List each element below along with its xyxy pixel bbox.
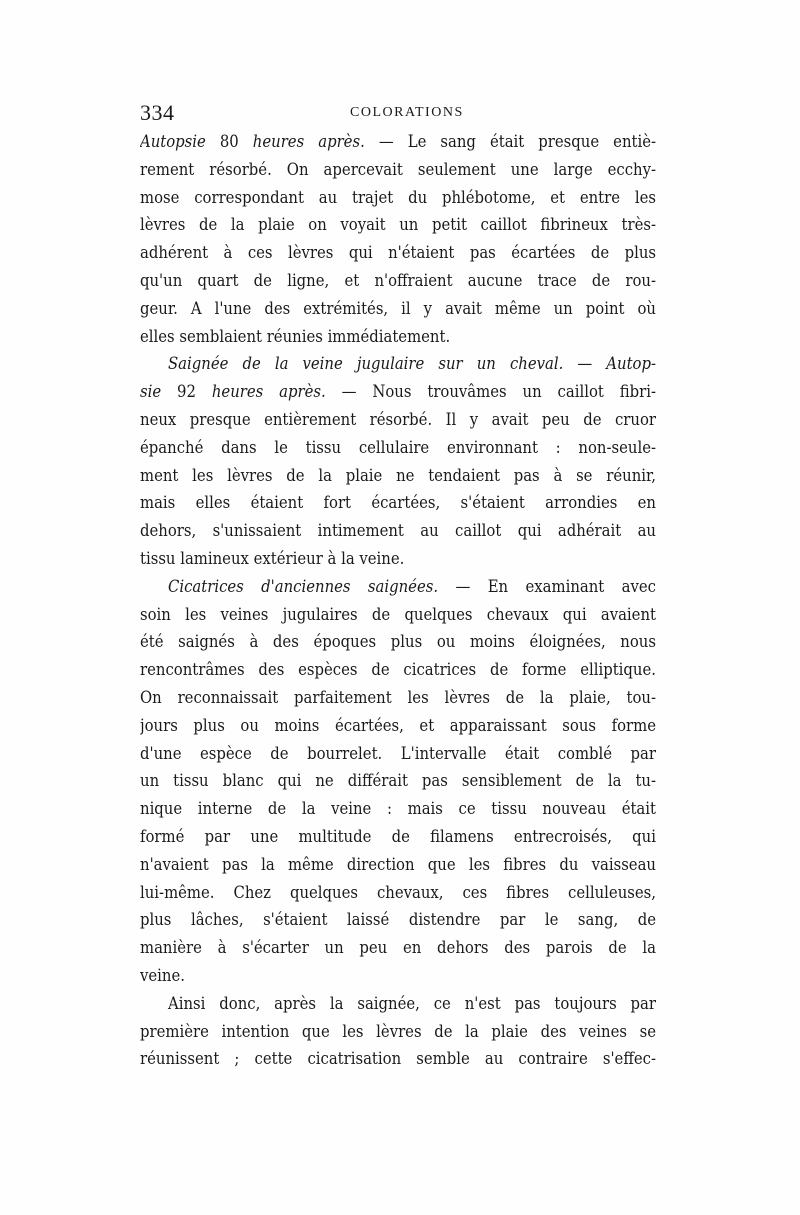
text-line: formé par une multitude de filamens entrecroisés, qui [140, 826, 656, 846]
running-head: COLORATIONS [350, 105, 464, 120]
text-line: dehors, s'unissaient intimement au caillot qui adhérait au [140, 521, 656, 541]
text-line: veine. [140, 965, 185, 985]
text-line: Ainsi donc, après la saignée, ce n'est pas toujours par [168, 993, 656, 1013]
text-line: On reconnaissait parfaitement les lèvres de la plaie, tou- [140, 687, 656, 707]
text-line: mais elles étaient fort écartées, s'étaient arrondies en [140, 493, 656, 513]
text-line: d'une espèce de bourrelet. L'intervalle était comblé par [140, 743, 656, 763]
text-line: sie 92 heures après. — Nous trouvâmes un caillot fibri- [140, 382, 656, 402]
text-line: réunissent ; cette cicatrisation semble au contraire s'effec- [140, 1049, 656, 1069]
text-line: Cicatrices d'anciennes saignées. — En examinant avec [168, 576, 656, 596]
text-line: lèvres de la plaie on voyait un petit caillot fibrineux très- [140, 215, 656, 235]
text-line: jours plus ou moins écartées, et apparaissant sous forme [140, 715, 656, 735]
text-line: épanché dans le tissu cellulaire environnant : non-seule- [140, 437, 656, 457]
text-line: nique interne de la veine : mais ce tissu nouveau était [140, 799, 656, 819]
text-line: été saignés à des époques plus ou moins éloignées, nous [140, 632, 656, 652]
text-line: lui-même. Chez quelques chevaux, ces fibres celluleuses, [140, 882, 656, 902]
page-header [140, 100, 665, 130]
text-line: ment les lèvres de la plaie ne tendaient pas à se réunir, [140, 465, 656, 485]
text-line: plus lâches, s'étaient laissé distendre par le sang, de [140, 910, 656, 930]
text-line: soin les veines jugulaires de quelques chevaux qui avaient [140, 604, 656, 624]
text-line: n'avaient pas la même direction que les fibres du vaisseau [140, 854, 656, 874]
text-line: Saignée de la veine jugulaire sur un cheval. — Autop- [168, 354, 656, 374]
page-number: 334 [140, 100, 175, 125]
text-line: neux presque entièrement résorbé. Il y avait peu de cruor [140, 409, 656, 429]
text-line: rencontrâmes des espèces de cicatrices de forme elliptique. [140, 660, 656, 680]
text-line: mose correspondant au trajet du phlébotome, et entre les [140, 187, 656, 207]
text-line: qu'un quart de ligne, et n'offraient aucune trace de rou- [140, 270, 656, 290]
text-line: elles semblaient réunies immédiatement. [140, 326, 451, 346]
text-line: un tissu blanc qui ne différait pas sensiblement de la tu- [140, 771, 656, 791]
text-line: adhérent à ces lèvres qui n'étaient pas écartées de plus [140, 243, 656, 263]
body-text [140, 128, 656, 1073]
text-line: première intention que les lèvres de la plaie des veines se [140, 1021, 656, 1041]
text-line: manière à s'écarter un peu en dehors des parois de la [140, 938, 656, 958]
text-line: rement résorbé. On apercevait seulement une large ecchy- [140, 159, 656, 179]
text-line: geur. A l'une des extrémités, il y avait même un point où [140, 298, 656, 318]
text-line: Autopsie 80 heures après. — Le sang était presque entiè- [140, 132, 656, 151]
text-line: tissu lamineux extérieur à la veine. [140, 548, 405, 568]
